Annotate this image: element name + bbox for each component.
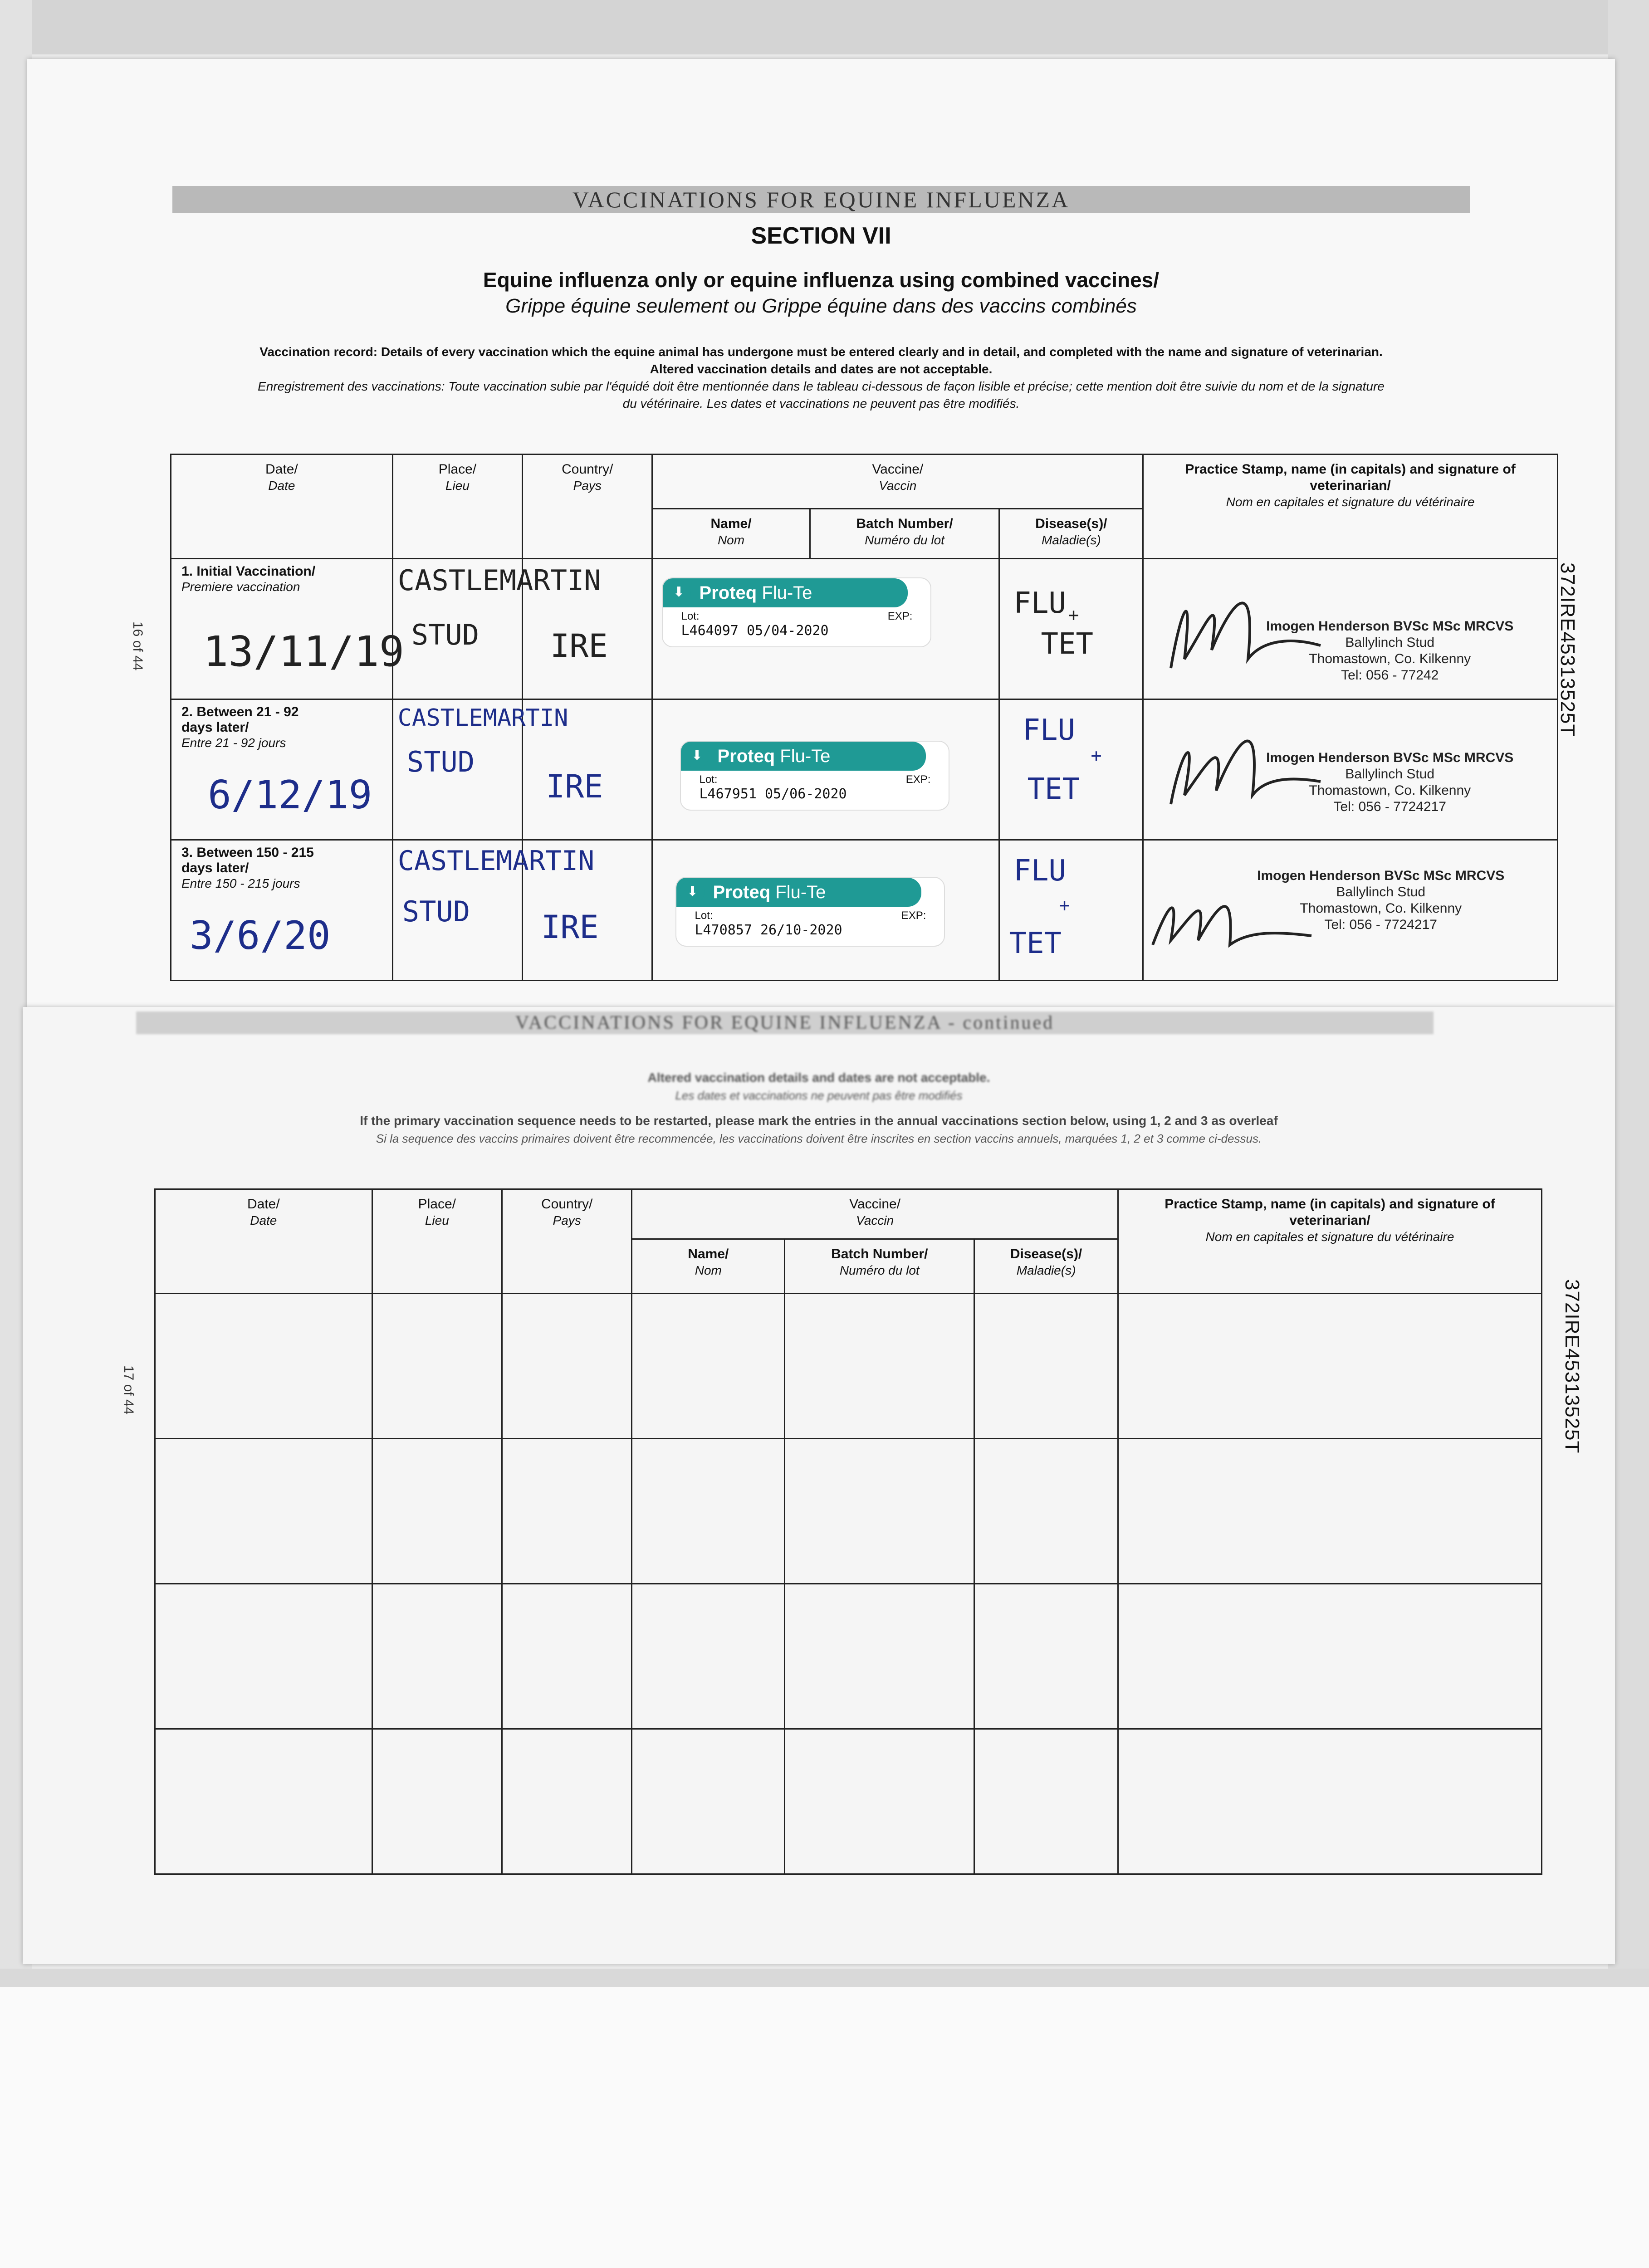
- row-1-country: IRE: [550, 627, 608, 665]
- header-vaccine: Vaccine/ Vaccin: [652, 455, 1143, 509]
- row-1-disease-cell: FLU + TET: [999, 559, 1143, 699]
- row-3-sticker-pin-icon: ⬇: [680, 880, 705, 904]
- row-3-place: CASTLEMARTIN: [397, 845, 595, 877]
- booklet-cover-bottom: [0, 1987, 1649, 2268]
- row-1-place: CASTLEMARTIN: [397, 564, 601, 597]
- row-3-batch-code: L470857 26/10-2020: [695, 922, 842, 938]
- page-number: 17 of 44: [121, 1365, 136, 1415]
- row-1-date: 13/11/19: [203, 627, 405, 676]
- row-2-place-cell: [392, 699, 568, 840]
- row-3-vaccine-sticker: ⬇ Proteq Flu-Te Lot: EXP: L470857 26/10-2020: [675, 877, 945, 947]
- empty-row-3: [155, 1584, 1542, 1729]
- row-3-vaccine-cell: [652, 840, 999, 981]
- record-instructions-english-2: Altered vaccination details and dates are not acceptable.: [650, 362, 993, 376]
- page-number: 16 of 44: [130, 621, 145, 671]
- header-name: Name/ Nom: [632, 1239, 785, 1294]
- record-instructions-french-2: du vétérinaire. Les dates et vaccinations ne peuvent pas être modifiés.: [622, 396, 1020, 411]
- header-date: Date/ Date: [155, 1189, 372, 1294]
- restart-notice-english: If the primary vaccination sequence needs to be restarted, please mark the entries in the annual vaccinations section below, using 1, 2 and 3 as overleaf: [360, 1114, 1278, 1128]
- row-1-stamp-cell: [1143, 559, 1558, 699]
- row-3-disease-cell: FLU + TET: [999, 840, 1143, 981]
- row-2-stamp: Imogen Henderson BVSc MSc MRCVS Ballylinch Stud Thomastown, Co. Kilkenny Tel: 056 - 7724217: [1266, 750, 1514, 814]
- row-2-date-cell: 2. Between 21 - 92 days later/ Entre 21 - 92 jours 6/12/19: [171, 699, 393, 840]
- row-2-country: IRE: [546, 768, 603, 805]
- passport-id: 372IRE45313525T: [1556, 562, 1579, 737]
- vaccination-row-2: [171, 699, 1558, 840]
- row-3-disease: FLU: [1013, 854, 1067, 888]
- header-batch: Batch Number/ Numéro du lot: [810, 509, 999, 559]
- empty-row-1: [155, 1294, 1542, 1439]
- row-1-country-cell: [523, 559, 652, 699]
- header-country: Country/ Pays: [502, 1189, 631, 1294]
- row-2-country-cell: [523, 699, 652, 840]
- row-1-sticker-pin-icon: ⬇: [666, 580, 691, 605]
- row-1-vaccine-sticker: ⬇ Proteq Flu-Te Lot: EXP: L464097 05/04-2020: [662, 577, 931, 647]
- row-1-vaccine-cell: [652, 559, 999, 699]
- record-instructions-english: Vaccination record: Details of every vaccination which the equine animal has undergone must be entered clearly and in detail, and completed with the name and signature of veterinarian.: [259, 345, 1383, 359]
- row-3-stamp: Imogen Henderson BVSc MSc MRCVS Ballylinch Stud Thomastown, Co. Kilkenny Tel: 056 - 7724217: [1257, 868, 1505, 932]
- header-country: Country/ Pays: [523, 455, 652, 559]
- header-disease: Disease(s)/ Maladie(s): [974, 1239, 1118, 1294]
- header-date: Date/ Date: [171, 455, 393, 559]
- row-2-disease: FLU: [1023, 714, 1076, 747]
- header-practice-stamp: Practice Stamp, name (in capitals) and signature of veterinarian/ Nom en capitales et signature du vétérinaire: [1118, 1189, 1541, 1294]
- booklet-cover-edge: [0, 1969, 1649, 1987]
- vaccination-table: [170, 454, 1558, 981]
- row-3-country-cell: [523, 840, 652, 981]
- row-3-stamp-cell: [1143, 840, 1558, 981]
- row-2-stamp-cell: [1143, 699, 1558, 840]
- section-title: SECTION VII: [751, 223, 891, 249]
- annual-vaccination-table: [154, 1188, 1542, 1875]
- subtitle-french: Grippe équine seulement ou Grippe équine dans des vaccins combinés: [505, 295, 1137, 317]
- row-2-vaccine-sticker: ⬇ Proteq Flu-Te Lot: EXP: L467951 05/06-2020: [680, 741, 949, 811]
- row-3-date: 3/6/20: [190, 913, 331, 958]
- altered-notice-english: Altered vaccination details and dates are not acceptable.: [647, 1070, 990, 1085]
- row-2-batch-code: L467951 05/06-2020: [699, 786, 847, 802]
- altered-notice-french: Les dates et vaccinations ne peuvent pas être modifiés: [675, 1089, 963, 1102]
- row-2-date: 6/12/19: [208, 772, 372, 818]
- continued-banner: VACCINATIONS FOR EQUINE INFLUENZA - continued: [136, 1012, 1434, 1034]
- passport-id: 372IRE45313525T: [1561, 1279, 1583, 1454]
- header-vaccine: Vaccine/ Vaccin: [632, 1189, 1118, 1239]
- header-disease: Disease(s)/ Maladie(s): [999, 509, 1143, 559]
- header-place: Place/ Lieu: [392, 455, 522, 559]
- row-2-place: CASTLEMARTIN: [397, 704, 568, 732]
- section-banner: VACCINATIONS FOR EQUINE INFLUENZA: [172, 186, 1470, 213]
- row-3-place-2: STUD: [402, 895, 470, 928]
- row-3-disease-2: TET: [1009, 927, 1062, 960]
- header-practice-stamp: Practice Stamp, name (in capitals) and signature of veterinarian/ Nom en capitales et signature du vétérinaire: [1143, 455, 1558, 559]
- header-name: Name/ Nom: [652, 509, 810, 559]
- empty-row-4: [155, 1729, 1542, 1874]
- row-3-date-cell: 3. Between 150 - 215 days later/ Entre 150 - 215 jours 3/6/20: [171, 840, 393, 981]
- header-place: Place/ Lieu: [372, 1189, 502, 1294]
- header-batch: Batch Number/ Numéro du lot: [785, 1239, 974, 1294]
- row-2-disease-cell: FLU + TET: [999, 699, 1143, 840]
- row-1-stamp: Imogen Henderson BVSc MSc MRCVS Ballylinch Stud Thomastown, Co. Kilkenny Tel: 056 - 77242: [1266, 619, 1514, 683]
- row-1-date-cell: 1. Initial Vaccination/ Premiere vaccination 13/11/19: [171, 559, 393, 699]
- row-2-disease-2: TET: [1027, 772, 1080, 806]
- row-1-disease: FLU: [1013, 587, 1067, 620]
- passport-page-16: [27, 59, 1615, 1007]
- row-1-disease-2: TET: [1041, 627, 1094, 661]
- vaccination-row-3: [171, 840, 1558, 981]
- booklet-cover-top: [0, 0, 1649, 54]
- row-2-place-2: STUD: [406, 745, 475, 778]
- row-2-sticker-pin-icon: ⬇: [685, 743, 709, 768]
- empty-row-2: [155, 1439, 1542, 1584]
- record-instructions-french: Enregistrement des vaccinations: Toute vaccination subie par l'équidé doit être mentionnée dans le tableau ci-dessous de façon lisible et précise; cette mention doit être suivie du nom et de la signature: [258, 379, 1385, 393]
- row-1-batch-code: L464097 05/04-2020: [681, 623, 829, 639]
- passport-page-17: [23, 1007, 1615, 1964]
- subtitle-english: Equine influenza only or equine influenza using combined vaccines/: [483, 268, 1160, 292]
- row-1-place-2: STUD: [411, 618, 480, 651]
- vaccination-row-1: [171, 559, 1558, 699]
- row-3-country: IRE: [541, 909, 599, 946]
- restart-notice-french: Si la sequence des vaccins primaires doivent être recommencée, les vaccinations doivent être inscrites en section vaccins annuels, marquées 1, 2 et 3 comme ci-dessus.: [376, 1132, 1262, 1145]
- row-2-vaccine-cell: [652, 699, 999, 840]
